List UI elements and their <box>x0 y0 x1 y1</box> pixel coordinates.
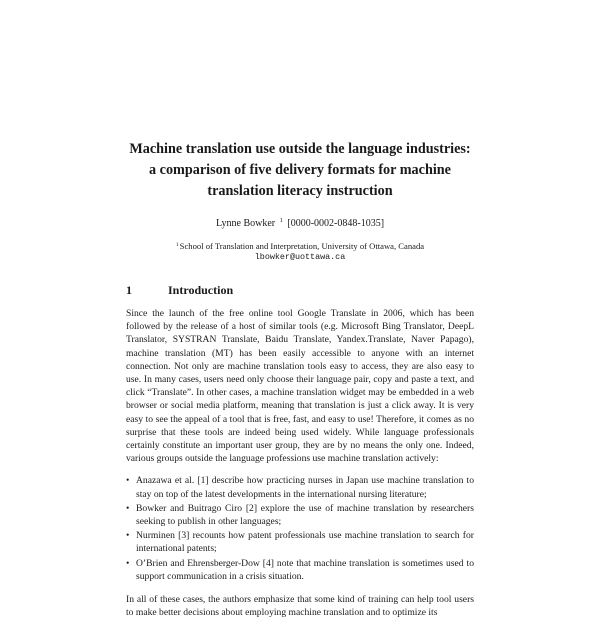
title-line-2: a comparison of five delivery formats for machine <box>149 162 451 178</box>
affiliation-marker: 1 <box>175 242 179 248</box>
list-item <box>126 474 474 500</box>
list-item <box>126 502 474 528</box>
list-item-text: Bowker and Buitrago Ciro [2] explore the use of machine translation by researchers seeking to publish in other languages; <box>136 502 474 528</box>
list-item <box>126 529 474 555</box>
list-item <box>126 557 474 583</box>
list-item-text: Anazawa et al. [1] describe how practicing nurses in Japan use machine translation to stay on top of the latest developments in the international nursing literature; <box>136 475 474 500</box>
title-line-3: translation literacy instruction <box>207 183 393 199</box>
body-text <box>126 307 474 619</box>
affiliation-text: School of Translation and Interpretation, University of Ottawa, Canada <box>179 241 425 251</box>
list-item-text: O’Brien and Ehrensberger-Dow [4] note that machine translation is sometimes used to support communication in a crisis situation. <box>136 557 474 582</box>
paper-title <box>100 139 500 202</box>
author-affiliation-marker: 1 <box>279 217 283 224</box>
bullet-icon: • <box>126 530 130 542</box>
author-name: Lynne Bowker <box>215 218 276 229</box>
author-email[interactable]: lbowker@uottawa.ca <box>254 252 346 262</box>
paragraph-2: In all of these cases, the authors emphasize that some kind of training can help tool users to make better decisions about employing machine translation and to optimize its <box>126 594 474 619</box>
bullet-icon: • <box>126 502 130 514</box>
affiliation-line <box>100 240 500 252</box>
section-heading <box>126 283 233 298</box>
bullet-icon: • <box>126 557 130 569</box>
affiliation-block <box>100 240 500 263</box>
paragraph-1: Since the launch of the free online tool Google Translate in 2006, which has been followed by the release of a host of similar tools (e.g. Microsoft Bing Translator, DeepL Translator, SYSTRAN Translate, Baidu Translate, Yandex.Translate, Naver Papago), machine translation (MT) has been easily accessible to anyone with an internet connection. Not only are machine translation tools easy to access, they are also easy to use. In many cases, users need only choose their language pair, copy and paste a text, and click “Translate”. In other cases, a machine translation widget may be embedded in a web browser or social media platform, meaning that translation is just a click away. It is very easy to see the appeal of a tool that is free, fast, and easy to use! Therefore, it comes as no surprise that these tools are indeed being used widely. While language professionals certainly constitute an important user group, they are by no means the only one. Indeed, various groups outside the language professions use machine translation actively: <box>126 308 474 465</box>
section-number: 1 <box>126 283 132 297</box>
bullet-list <box>126 474 474 583</box>
title-line-1: Machine translation use outside the language industries: <box>129 141 471 157</box>
author-line <box>100 217 500 229</box>
section-title: Introduction <box>168 283 234 297</box>
author-orcid: [0000-0002-0848-1035] <box>287 218 385 229</box>
list-item-text: Nurminen [3] recounts how patent professionals use machine translation to search for international patents; <box>136 530 474 555</box>
bullet-icon: • <box>126 475 130 487</box>
